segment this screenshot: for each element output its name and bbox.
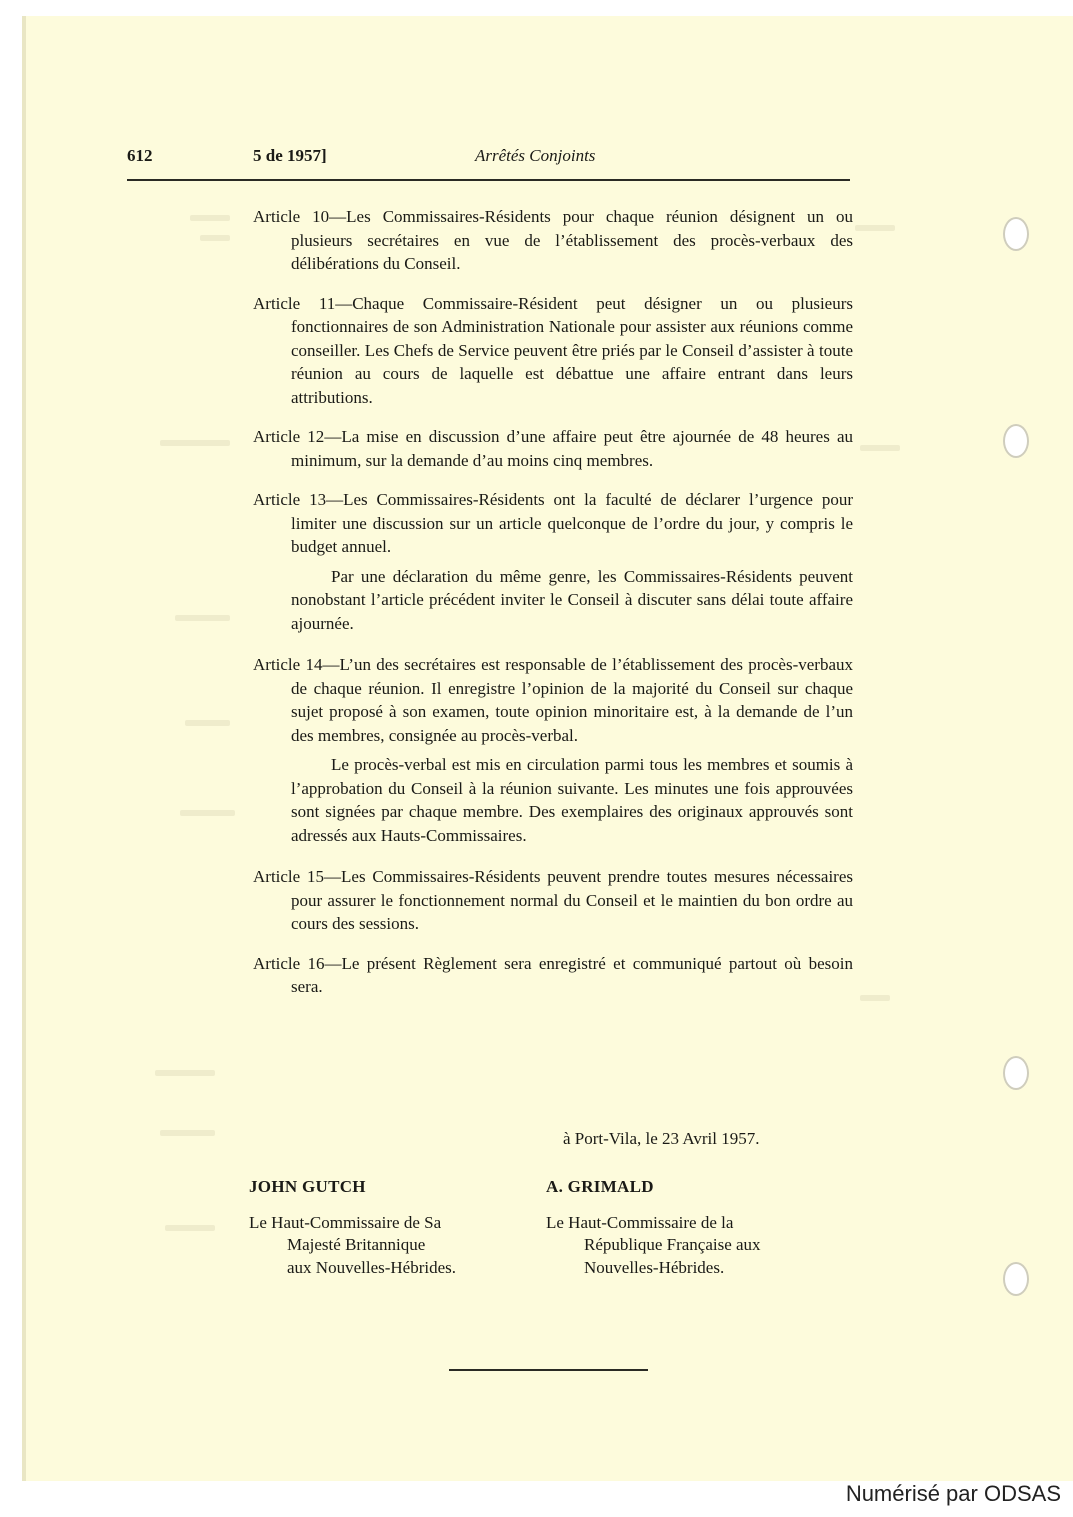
show-through-mark <box>860 445 900 451</box>
left-signatory <box>249 1176 456 1279</box>
article-15 <box>253 865 853 936</box>
articles-body <box>253 205 853 1015</box>
show-through-mark <box>175 615 230 621</box>
right-signatory <box>546 1176 761 1279</box>
article-text: —Les Commissaires-Résidents pour chaque réunion désignent un ou plusieurs secrétaires en vue de l’établissement des procès-verbaux des délibérations du Conseil. <box>291 207 853 273</box>
article-text: —Les Commissaires-Résidents peuvent prendre toutes mesures nécessaires pour assurer le fonctionnement normal du Conseil et le maintien du bon ordre au cours des sessions. <box>291 867 853 933</box>
show-through-mark <box>200 235 230 241</box>
article-label: Article 15 <box>253 867 325 886</box>
signatory-role-line: Nouvelles-Hébrides. <box>584 1257 725 1277</box>
show-through-mark <box>180 810 235 816</box>
show-through-mark <box>185 720 230 726</box>
article-label: Article 11 <box>253 293 336 313</box>
show-through-mark <box>190 215 230 221</box>
show-through-mark <box>860 995 890 1001</box>
header-year: 5 de 1957] <box>253 146 327 165</box>
article-label: Article 12 <box>253 427 325 446</box>
page-number: 612 <box>127 146 153 165</box>
article-12 <box>253 425 853 472</box>
article-text: —Le présent Règlement sera enregistré et communiqué partout où besoin sera. <box>291 953 853 996</box>
article-text: —Chaque Commissaire-Résident peut désigner un ou plusieurs fonctionnaires de son Administration Nationale pour assister aux réunions comme conseiller. Les Chefs de Service peuvent être priés par le Conseil d’assister à toute réunion au cours de laquelle est débattue une affaire entrant dans leurs attributions. <box>291 293 853 407</box>
signatory-role-line: aux Nouvelles-Hébrides. <box>287 1257 457 1277</box>
signatory-role-line: Le Haut-Commissaire de la <box>546 1212 734 1232</box>
article-text: —Les Commissaires-Résidents ont la faculté de déclarer l’urgence pour limiter une discussion sur un article quelconque de l’ordre du jour, y compris le budget annuel. <box>291 490 853 556</box>
show-through-mark <box>155 1070 215 1076</box>
header-rule <box>127 179 850 181</box>
article-text: —L’un des secrétaires est responsable de l’établissement des procès-verbaux de chaque réunion. Il enregistre l’opinion de la majorité du Conseil sur chaque sujet proposé à son examen, toute opinion minoritaire est, à la demande de l’un des membres, consignée au procès-verbal. <box>291 655 853 745</box>
article-14-paragraph-2: Le procès-verbal est mis en circulation parmi tous les membres et soumis à l’approbation du Conseil à la réunion suivante. Les minutes une fois approuvées sont signées par chaque membre. Des exemplaires des originaux approuvés sont adressés aux Hauts-Commissaires. <box>291 755 853 845</box>
signatory-name: A. GRIMALD <box>546 1177 654 1196</box>
signatory-name: JOHN GUTCH <box>249 1177 366 1196</box>
article-16 <box>253 952 853 999</box>
end-rule <box>449 1369 648 1371</box>
article-10 <box>253 205 853 276</box>
article-13-paragraph-2: Par une déclaration du même genre, les Commissaires-Résidents peuvent nonobstant l’article précédent inviter le Conseil à discuter sans délai toute affaire ajournée. <box>291 566 853 633</box>
signatory-role-line: Majesté Britannique <box>287 1235 426 1254</box>
punch-hole <box>1003 424 1029 458</box>
signatory-role-line: Le Haut-Commissaire de Sa <box>249 1212 442 1232</box>
place-and-date: à Port-Vila, le 23 Avril 1957. <box>563 1129 760 1148</box>
article-label: Article 16 <box>253 953 325 973</box>
show-through-mark <box>160 1130 215 1136</box>
article-text: —La mise en discussion d’une affaire peut être ajournée de 48 heures au minimum, sur la demande d’au moins cinq membres. <box>291 427 853 470</box>
article-label: Article 13 <box>253 490 327 509</box>
show-through-mark <box>160 440 230 446</box>
show-through-mark <box>855 225 895 231</box>
scan-watermark: Numérisé par ODSAS <box>845 1481 1061 1506</box>
article-label: Article 10 <box>253 207 330 226</box>
punch-hole <box>1003 217 1029 251</box>
article-label: Article 14 <box>253 655 323 674</box>
punch-hole <box>1003 1056 1029 1090</box>
signatory-role-line: République Française aux <box>584 1235 761 1254</box>
article-14 <box>253 653 853 747</box>
article-11 <box>253 292 853 410</box>
show-through-mark <box>165 1225 215 1231</box>
page-edge <box>22 16 26 1481</box>
punch-hole <box>1003 1262 1029 1296</box>
header-title: Arrêtés Conjoints <box>475 146 596 165</box>
article-13 <box>253 488 853 559</box>
running-header <box>127 146 850 174</box>
